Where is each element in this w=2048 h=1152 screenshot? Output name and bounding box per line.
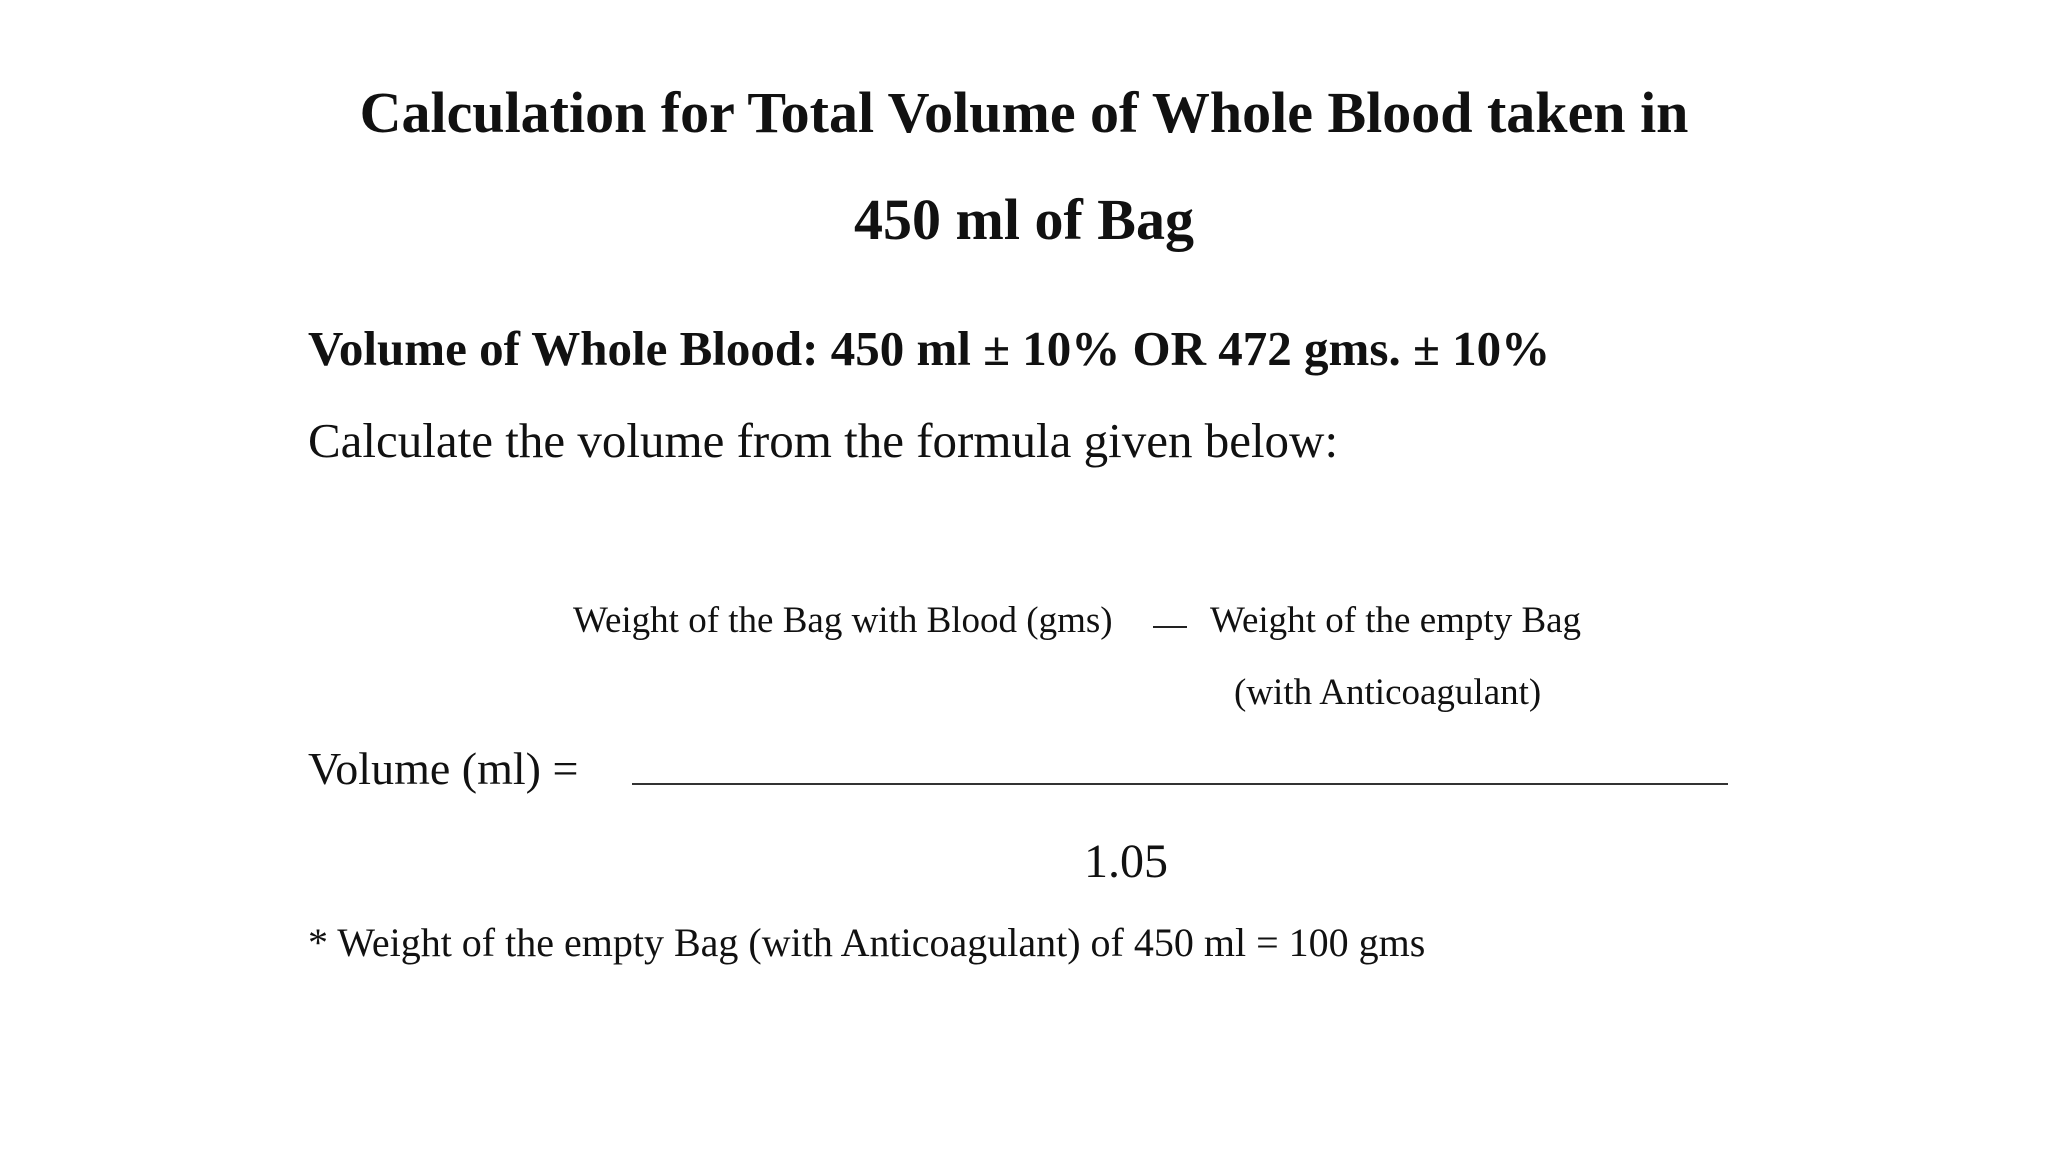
numerator-left-term: Weight of the Bag with Blood (gms) [573, 600, 1113, 641]
numerator-right-subterm: (with Anticoagulant) [1234, 672, 1542, 713]
denominator: 1.05 [1084, 835, 1168, 888]
footnote: * Weight of the empty Bag (with Anticoagulant) of 450 ml = 100 gms [308, 920, 1426, 965]
formula-lhs: Volume (ml) = [308, 743, 579, 794]
instruction-text: Calculate the volume from the formula given below: [308, 413, 1339, 468]
numerator-right-term: Weight of the empty Bag [1210, 600, 1582, 641]
title-line-2: 450 ml of Bag [854, 187, 1194, 252]
title-line-1: Calculation for Total Volume of Whole Blood taken in [359, 80, 1689, 145]
volume-subheading: Volume of Whole Blood: 450 ml ± 10% OR 472 gms. ± 10% [308, 321, 1551, 376]
fraction-bar [632, 783, 1728, 785]
minus-sign [1153, 626, 1187, 628]
